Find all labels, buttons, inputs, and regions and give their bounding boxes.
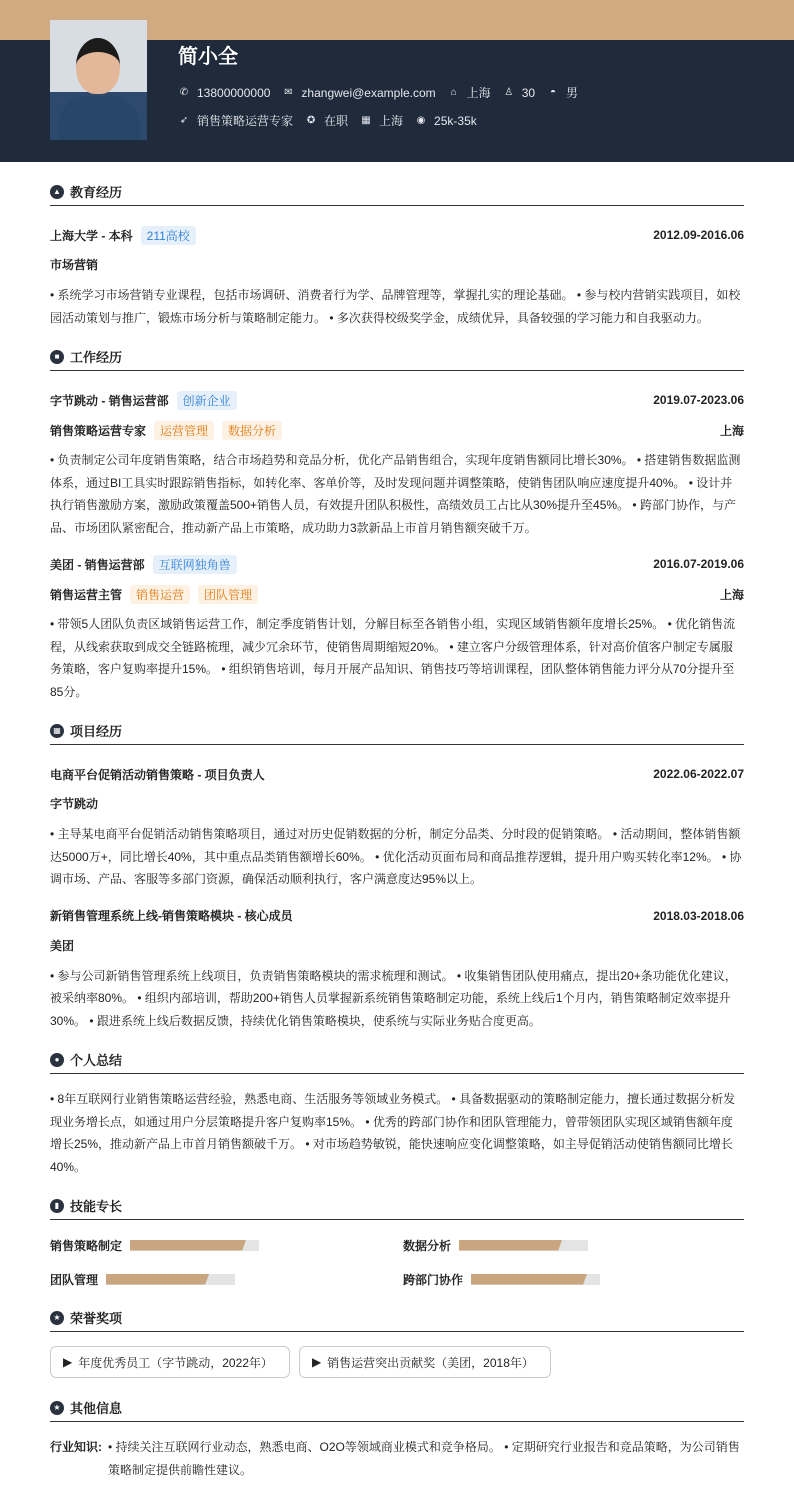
section-title: 项目经历 — [70, 724, 123, 739]
role-tag: 团队管理 — [198, 585, 258, 604]
role-tag: 数据分析 — [222, 421, 282, 440]
skill-name: 团队管理 — [50, 1272, 99, 1287]
award-item[interactable] — [299, 1346, 551, 1378]
skill-bar — [130, 1240, 259, 1251]
skill-bar — [471, 1274, 600, 1285]
avatar-photo — [50, 20, 147, 140]
skill-bar-fill — [459, 1240, 562, 1251]
education-section — [50, 178, 744, 329]
skill-item — [50, 1268, 403, 1290]
other-section — [50, 1394, 744, 1481]
job-row — [178, 113, 477, 129]
section-title: 技能专长 — [70, 1199, 123, 1214]
date: 2022.06-2022.07 — [653, 767, 744, 781]
project-item — [50, 759, 744, 891]
info-icon: ★ — [50, 1401, 64, 1415]
award-item[interactable] — [50, 1346, 290, 1378]
company: 字节跳动 - 销售运营部 — [50, 393, 169, 408]
skills-grid — [50, 1234, 744, 1290]
projects-section — [50, 717, 744, 1032]
major: 市场营销 — [50, 258, 99, 272]
award-text: 年度优秀员工（字节跳动，2022年） — [78, 1355, 273, 1370]
skill-bar-fill — [106, 1274, 209, 1285]
location: 上海 — [466, 86, 491, 100]
summary-text: • 8年互联网行业销售策略运营经验，熟悉电商、生活服务等领域业务模式。 • 具备数据驱动的策略制定能力，擅长通过数据分析发现业务增长点，如通过用户分层策略提升客户复购率15%。 • 优秀的跨部门协作和团队管理能力，曾带领团队实现区域销售额年度增长25%，推动新产品上市首月销售额破千万。 • 对市场趋势敏锐，能快速响应变化调整策略，如主导促销活动使销售额同比增长40%。 — [50, 1092, 736, 1174]
school-tag: 211高校 — [141, 226, 196, 245]
role-tag: 运营管理 — [154, 421, 214, 440]
skill-item — [50, 1234, 403, 1256]
work-item — [50, 385, 744, 539]
candidate-name: 简小全 — [178, 46, 238, 68]
position: 销售策略运营专家 — [197, 114, 294, 128]
work-item — [50, 549, 744, 703]
skill-name: 销售策略制定 — [50, 1238, 123, 1253]
building-icon: ▦ — [361, 115, 371, 126]
awards-section — [50, 1304, 744, 1378]
user-icon: ● — [50, 1053, 64, 1067]
cake-icon: ♙ — [504, 87, 514, 98]
date: 2016.07-2019.06 — [653, 557, 744, 571]
section-title: 其他信息 — [70, 1401, 123, 1416]
company: 美团 - 销售运营部 — [50, 557, 145, 572]
work-location: 上海 — [719, 423, 744, 438]
description: • 主导某电商平台促销活动销售策略项目，通过对历史促销数据的分析，制定分品类、分时段的促销策略。 • 活动期间，整体销售额达5000万+，同比增长40%，其中重点品类销售额增长60%。 • 优化活动页面布局和商品推荐逻辑，提升用户购买转化率12%。 • 协调市场、产品、客服等多部门资源，确保活动顺利执行，客户满意度达95%以上。 — [50, 827, 742, 886]
status: 在职 — [324, 114, 349, 128]
skill-bar-fill — [130, 1240, 246, 1251]
description: • 参与公司新销售管理系统上线项目，负责销售策略模块的需求梳理和测试。 • 收集销售团队使用痛点，提出20+条功能优化建议，被采纳率80%。 • 组织内部培训，帮助200+销售人员掌握新系统销售策略制定功能，系统上线后1个月内，销售策略制定效率提升30%。 • 跟进系统上线后数据反馈，持续优化销售策略模块，使系统与实际业务贴合度更高。 — [50, 968, 737, 1028]
section-title: 个人总结 — [70, 1053, 123, 1068]
triangle-right-icon: ▶ — [63, 1355, 73, 1369]
project-item — [50, 901, 744, 1033]
skill-name: 数据分析 — [403, 1238, 452, 1253]
description: • 系统学习市场营销专业课程，包括市场调研、消费者行为学、品牌管理等，掌握扎实的理论基础。 • 参与校内营销实践项目，如校园活动策划与推广，锻炼市场分析与策略制定能力。 • 多次获得校级奖学金，成绩优异，具备较强的学习能力和自我驱动力。 — [50, 288, 741, 325]
briefcase-icon: ■ — [50, 350, 64, 364]
status-icon: ✪ — [306, 115, 316, 126]
age: 30 — [521, 86, 536, 100]
salary: 25k-35k — [434, 114, 477, 128]
company-tag: 互联网独角兽 — [153, 555, 237, 574]
role-tag: 销售运营 — [130, 585, 190, 604]
company-tag: 创新企业 — [177, 391, 237, 410]
home-icon: ⌂ — [450, 87, 457, 98]
date: 2012.09-2016.06 — [653, 228, 744, 242]
mail-icon: ✉ — [284, 87, 293, 98]
date: 2018.03-2018.06 — [653, 908, 744, 923]
skill-bar-fill — [471, 1274, 587, 1285]
role: 销售策略运营专家 — [50, 423, 147, 438]
skill-item — [403, 1234, 744, 1256]
grid-icon: ▦ — [50, 724, 64, 738]
work-location: 上海 — [719, 587, 744, 602]
description: • 负责制定公司年度销售策略，结合市场趋势和竞品分析，优化产品销售组合，实现年度销售额同比增长30%。 • 搭建销售数据监测体系，通过BI工具实时跟踪销售指标，如转化率、客单价等，及时发现问题并调整策略，使销售团队响应速度提升40%。 • 设计并执行销售激励方案，激励政策覆盖500+销售人员，有效提升团队积极性，高绩效员工占比从30%提升至45%。 • 跨部门协作，与产品、市场团队紧密配合，推动新产品上市策略，成功助力3款新品上市首月销售额突破千万。 — [50, 453, 741, 535]
chart-icon: ▮ — [50, 1199, 64, 1213]
contact-row — [178, 85, 578, 101]
school: 上海大学 - 本科 — [50, 228, 133, 243]
other-label: 行业知识: — [50, 1440, 102, 1454]
section-title: 荣誉奖项 — [70, 1311, 123, 1326]
skill-item — [403, 1268, 744, 1290]
role: 销售运营主管 — [50, 587, 123, 602]
graduation-cap-icon: ▲ — [50, 185, 64, 199]
resume-body — [50, 178, 744, 1481]
section-title: 工作经历 — [70, 350, 123, 365]
description: • 带领5人团队负责区域销售运营工作，制定季度销售计划，分解目标至各销售小组，实现区域销售额年度增长25%。 • 优化销售流程，从线索获取到成交全链路梳理，减少冗余环节，使销售周期缩短20%。 • 建立客户分级管理体系，针对高价值客户制定专属服务策略，客户复购率提升15%。 • 组织销售培训，每月开展产品知识、销售技巧等培训课程，团队整体销售能力评分从70分提升至85分。 — [50, 617, 736, 699]
section-title: 教育经历 — [70, 185, 123, 200]
work-section — [50, 343, 744, 703]
city: 上海 — [379, 114, 404, 128]
skill-name: 跨部门协作 — [403, 1272, 464, 1287]
award-text: 销售运营突出贡献奖（美团，2018年） — [327, 1355, 534, 1370]
summary-section — [50, 1046, 744, 1178]
project-org: 字节跳动 — [50, 797, 99, 811]
gender: 男 — [566, 86, 579, 100]
gender-icon: ◓ — [550, 87, 557, 98]
email: zhangwei@example.com — [301, 86, 436, 100]
triangle-right-icon: ▶ — [311, 1355, 322, 1369]
other-desc: • 持续关注互联网行业动态，熟悉电商、O2O等领域商业模式和竞争格局。 • 定期研究行业报告和竞品策略，为公司销售策略制定提供前瞻性建议。 — [108, 1440, 740, 1477]
salary-icon: ◉ — [416, 115, 426, 126]
phone: 13800000000 — [197, 86, 271, 100]
project-name: 新销售管理系统上线-销售策略模块 - 核心成员 — [50, 909, 293, 923]
send-icon: ➶ — [179, 115, 189, 126]
project-name: 电商平台促销活动销售策略 - 项目负责人 — [50, 767, 265, 782]
skills-section — [50, 1192, 744, 1290]
skill-bar — [106, 1274, 235, 1285]
date: 2019.07-2023.06 — [653, 393, 744, 407]
award-icon: ★ — [50, 1311, 64, 1325]
phone-icon: ✆ — [179, 87, 189, 98]
project-org: 美团 — [50, 938, 75, 953]
skill-bar — [459, 1240, 588, 1251]
